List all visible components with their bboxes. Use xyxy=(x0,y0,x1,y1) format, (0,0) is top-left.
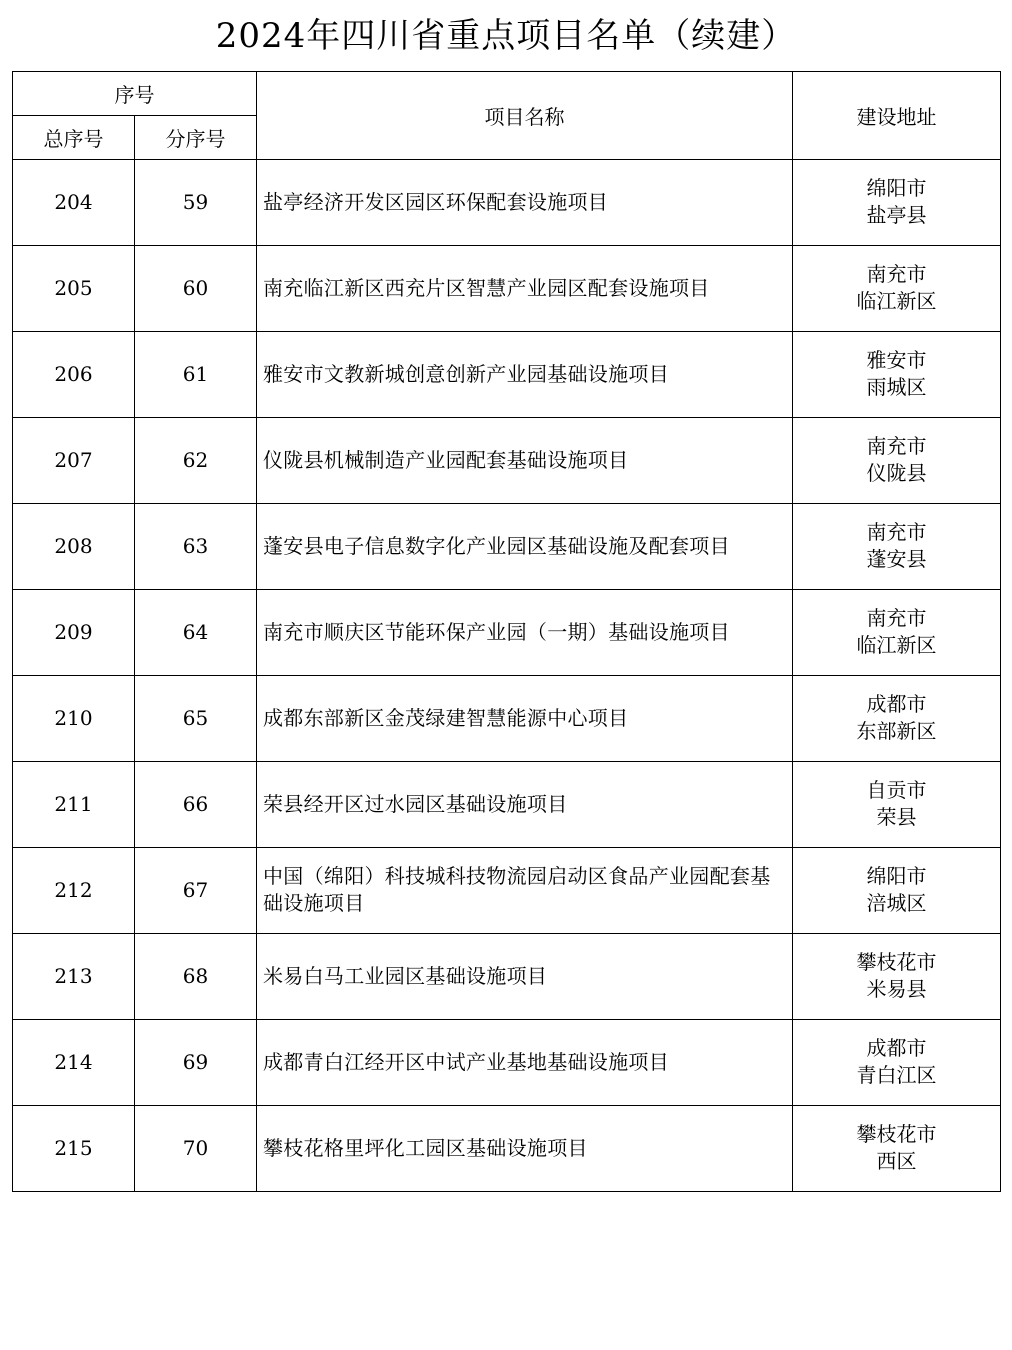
address-line-1: 成都市 xyxy=(866,692,927,717)
cell-build-address xyxy=(793,417,1001,503)
address-line-1: 成都市 xyxy=(866,1036,927,1061)
address-line-2: 临江新区 xyxy=(856,289,937,314)
cell-total-seq: 207 xyxy=(13,417,135,503)
cell-sub-seq: 60 xyxy=(135,245,257,331)
address-line-1: 南充市 xyxy=(866,434,927,459)
address-line-2: 临江新区 xyxy=(856,633,937,658)
cell-sub-seq: 64 xyxy=(135,589,257,675)
cell-build-address xyxy=(793,245,1001,331)
cell-build-address xyxy=(793,1105,1001,1191)
address-line-2: 涪城区 xyxy=(866,891,927,916)
table-row xyxy=(13,245,1001,331)
address-line-2: 雨城区 xyxy=(866,375,927,400)
table-row xyxy=(13,503,1001,589)
cell-total-seq: 215 xyxy=(13,1105,135,1191)
table-row xyxy=(13,1019,1001,1105)
cell-build-address xyxy=(793,933,1001,1019)
address-line-2: 西区 xyxy=(876,1149,917,1174)
cell-sub-seq: 62 xyxy=(135,417,257,503)
cell-build-address xyxy=(793,1019,1001,1105)
cell-total-seq: 204 xyxy=(13,159,135,245)
cell-build-address xyxy=(793,761,1001,847)
address-line-2: 仪陇县 xyxy=(866,461,927,486)
column-header-seq-group: 序号 xyxy=(13,71,257,115)
cell-project-name: 米易白马工业园区基础设施项目 xyxy=(257,933,793,1019)
cell-sub-seq: 70 xyxy=(135,1105,257,1191)
cell-total-seq: 212 xyxy=(13,847,135,933)
table-row xyxy=(13,847,1001,933)
address-line-1: 绵阳市 xyxy=(866,864,927,889)
table-row xyxy=(13,761,1001,847)
cell-total-seq: 205 xyxy=(13,245,135,331)
cell-build-address xyxy=(793,159,1001,245)
table-row xyxy=(13,589,1001,675)
address-line-1: 南充市 xyxy=(866,606,927,631)
column-header-build-address: 建设地址 xyxy=(793,71,1001,159)
cell-total-seq: 206 xyxy=(13,331,135,417)
table-row xyxy=(13,933,1001,1019)
cell-sub-seq: 65 xyxy=(135,675,257,761)
column-header-total-seq: 总序号 xyxy=(13,115,135,159)
cell-project-name: 荣县经开区过水园区基础设施项目 xyxy=(257,761,793,847)
address-line-1: 雅安市 xyxy=(866,348,927,373)
cell-project-name: 南充临江新区西充片区智慧产业园区配套设施项目 xyxy=(257,245,793,331)
address-line-1: 攀枝花市 xyxy=(856,950,937,975)
address-line-1: 南充市 xyxy=(866,520,927,545)
cell-project-name: 攀枝花格里坪化工园区基础设施项目 xyxy=(257,1105,793,1191)
cell-build-address xyxy=(793,503,1001,589)
address-line-1: 绵阳市 xyxy=(866,176,927,201)
address-line-2: 荣县 xyxy=(876,805,917,830)
cell-sub-seq: 61 xyxy=(135,331,257,417)
cell-project-name: 仪陇县机械制造产业园配套基础设施项目 xyxy=(257,417,793,503)
cell-project-name: 蓬安县电子信息数字化产业园区基础设施及配套项目 xyxy=(257,503,793,589)
cell-total-seq: 208 xyxy=(13,503,135,589)
cell-total-seq: 210 xyxy=(13,675,135,761)
address-line-2: 蓬安县 xyxy=(866,547,927,572)
table-body xyxy=(13,159,1001,1191)
table-row xyxy=(13,417,1001,503)
cell-sub-seq: 59 xyxy=(135,159,257,245)
project-list-table xyxy=(12,71,1001,1192)
cell-sub-seq: 67 xyxy=(135,847,257,933)
address-line-1: 南充市 xyxy=(866,262,927,287)
cell-build-address xyxy=(793,331,1001,417)
cell-sub-seq: 69 xyxy=(135,1019,257,1105)
cell-project-name: 成都青白江经开区中试产业基地基础设施项目 xyxy=(257,1019,793,1105)
cell-total-seq: 209 xyxy=(13,589,135,675)
table-header xyxy=(13,71,1001,159)
cell-build-address xyxy=(793,847,1001,933)
column-header-project-name: 项目名称 xyxy=(257,71,793,159)
page-title: 2024年四川省重点项目名单（续建） xyxy=(215,16,797,56)
cell-sub-seq: 63 xyxy=(135,503,257,589)
address-line-1: 攀枝花市 xyxy=(856,1122,937,1147)
address-line-1: 自贡市 xyxy=(866,778,927,803)
table-row xyxy=(13,1105,1001,1191)
table-row xyxy=(13,159,1001,245)
cell-total-seq: 213 xyxy=(13,933,135,1019)
address-line-2: 米易县 xyxy=(866,977,927,1002)
table-row xyxy=(13,675,1001,761)
cell-project-name: 盐亭经济开发区园区环保配套设施项目 xyxy=(257,159,793,245)
cell-sub-seq: 68 xyxy=(135,933,257,1019)
cell-project-name: 中国（绵阳）科技城科技物流园启动区食品产业园配套基础设施项目 xyxy=(257,847,793,933)
address-line-2: 盐亭县 xyxy=(866,203,927,228)
cell-build-address xyxy=(793,675,1001,761)
cell-project-name: 南充市顺庆区节能环保产业园（一期）基础设施项目 xyxy=(257,589,793,675)
table-header-row-1 xyxy=(13,71,1001,115)
table-row xyxy=(13,331,1001,417)
cell-project-name: 雅安市文教新城创意创新产业园基础设施项目 xyxy=(257,331,793,417)
address-line-2: 东部新区 xyxy=(856,719,937,744)
cell-sub-seq: 66 xyxy=(135,761,257,847)
cell-total-seq: 211 xyxy=(13,761,135,847)
address-line-2: 青白江区 xyxy=(856,1063,937,1088)
column-header-sub-seq: 分序号 xyxy=(135,115,257,159)
cell-project-name: 成都东部新区金茂绿建智慧能源中心项目 xyxy=(257,675,793,761)
cell-total-seq: 214 xyxy=(13,1019,135,1105)
cell-build-address xyxy=(793,589,1001,675)
